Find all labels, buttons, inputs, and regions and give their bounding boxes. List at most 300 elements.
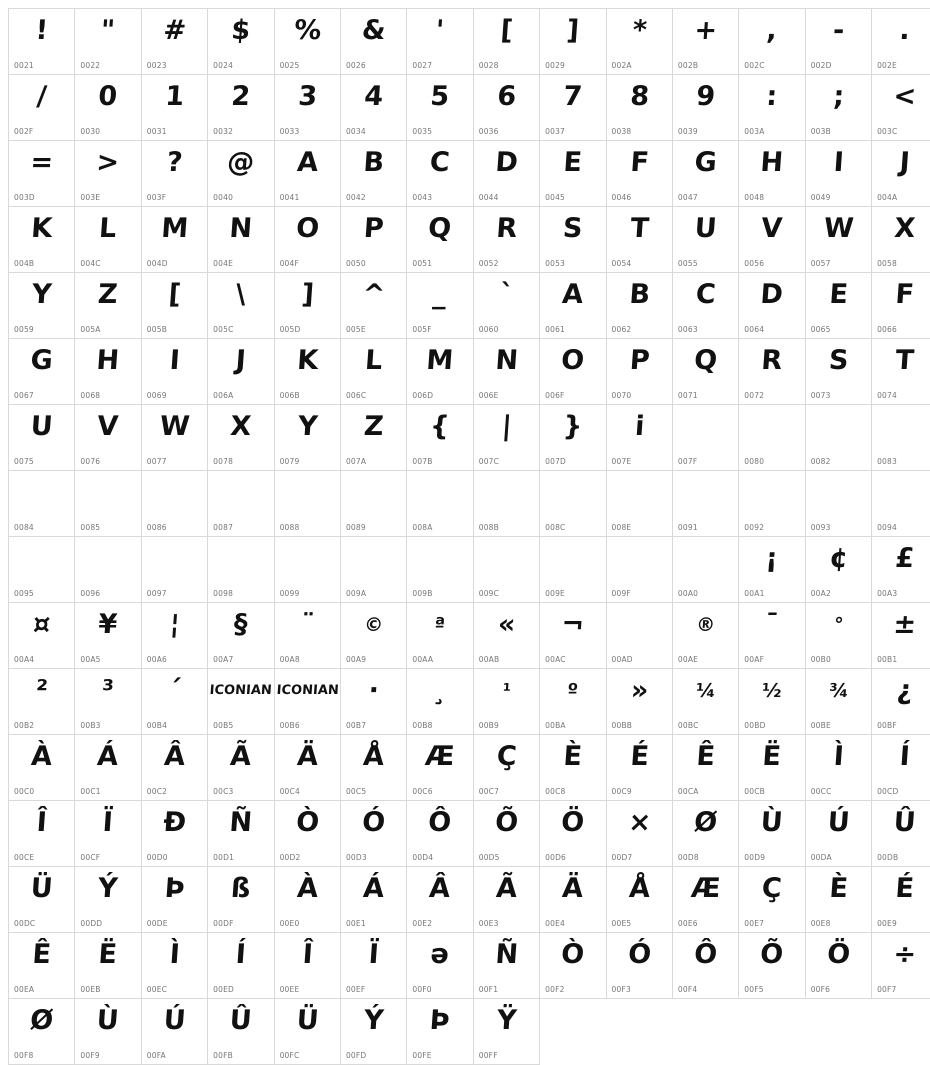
glyph-preview: [339, 537, 407, 581]
glyph-codepoint: 0079: [280, 457, 300, 466]
character-cell[interactable]: [340, 867, 406, 933]
character-cell[interactable]: [274, 339, 340, 405]
character-cell[interactable]: [473, 999, 539, 1065]
glyph-preview: [605, 471, 673, 515]
glyph-preview: ¸: [406, 669, 474, 713]
glyph-preview: £: [871, 537, 930, 581]
character-cell[interactable]: [805, 933, 871, 999]
character-cell[interactable]: [208, 867, 274, 933]
character-cell[interactable]: [872, 867, 930, 933]
character-cell[interactable]: [340, 471, 406, 537]
character-cell[interactable]: [340, 273, 406, 339]
character-cell[interactable]: [473, 735, 539, 801]
character-cell[interactable]: [141, 471, 207, 537]
character-cell[interactable]: [540, 471, 606, 537]
character-cell[interactable]: [75, 9, 141, 75]
character-cell[interactable]: [672, 75, 738, 141]
character-cell[interactable]: [208, 471, 274, 537]
character-cell[interactable]: [606, 405, 672, 471]
character-cell[interactable]: [9, 207, 75, 273]
glyph-codepoint: 00AD: [612, 655, 633, 664]
character-cell[interactable]: [739, 207, 805, 273]
glyph-codepoint: 005D: [280, 325, 301, 334]
glyph-preview: .: [871, 9, 930, 53]
character-cell[interactable]: [141, 999, 207, 1065]
character-cell[interactable]: [208, 273, 274, 339]
character-cell[interactable]: [9, 867, 75, 933]
character-cell[interactable]: [340, 603, 406, 669]
character-cell[interactable]: [606, 933, 672, 999]
character-cell[interactable]: [672, 207, 738, 273]
character-cell[interactable]: [75, 735, 141, 801]
character-cell[interactable]: [872, 75, 930, 141]
character-cell[interactable]: [274, 75, 340, 141]
character-cell[interactable]: [75, 273, 141, 339]
character-cell[interactable]: [606, 9, 672, 75]
glyph-preview: M: [406, 339, 474, 383]
character-cell[interactable]: [208, 75, 274, 141]
glyph-codepoint: 0024: [213, 61, 233, 70]
character-cell[interactable]: [805, 405, 871, 471]
character-cell[interactable]: [739, 801, 805, 867]
glyph-codepoint: 00E1: [346, 919, 366, 928]
glyph-codepoint: 0045: [545, 193, 565, 202]
character-cell[interactable]: [75, 141, 141, 207]
glyph-codepoint: 0029: [545, 61, 565, 70]
character-cell[interactable]: [274, 405, 340, 471]
character-cell[interactable]: [274, 669, 340, 735]
character-cell[interactable]: [672, 339, 738, 405]
glyph-preview: [74, 471, 142, 515]
character-cell[interactable]: [805, 207, 871, 273]
character-cell[interactable]: [540, 405, 606, 471]
character-cell[interactable]: [872, 9, 930, 75]
glyph-preview: Ü: [7, 867, 75, 911]
character-cell[interactable]: [739, 339, 805, 405]
character-cell[interactable]: [75, 933, 141, 999]
character-cell[interactable]: [540, 735, 606, 801]
glyph-preview: ¤: [7, 603, 75, 647]
character-cell[interactable]: [739, 669, 805, 735]
character-cell[interactable]: [407, 933, 473, 999]
character-cell[interactable]: [407, 471, 473, 537]
character-cell[interactable]: [75, 603, 141, 669]
character-cell[interactable]: [141, 273, 207, 339]
character-cell[interactable]: [141, 207, 207, 273]
character-cell[interactable]: [606, 273, 672, 339]
character-cell[interactable]: [407, 405, 473, 471]
character-cell[interactable]: [672, 471, 738, 537]
character-cell[interactable]: [340, 405, 406, 471]
character-cell[interactable]: [739, 471, 805, 537]
character-cell[interactable]: [473, 801, 539, 867]
character-map-row: [9, 735, 930, 801]
character-cell[interactable]: [672, 537, 738, 603]
character-cell[interactable]: [606, 339, 672, 405]
character-cell[interactable]: [473, 867, 539, 933]
character-cell[interactable]: [805, 273, 871, 339]
character-cell[interactable]: [872, 141, 930, 207]
character-cell[interactable]: [606, 537, 672, 603]
character-cell[interactable]: [473, 141, 539, 207]
character-cell[interactable]: [340, 9, 406, 75]
character-cell[interactable]: [805, 75, 871, 141]
character-cell[interactable]: [340, 735, 406, 801]
glyph-codepoint: 002D: [811, 61, 832, 70]
character-cell[interactable]: [473, 339, 539, 405]
character-cell[interactable]: [540, 339, 606, 405]
glyph-preview: ª: [406, 603, 474, 647]
glyph-preview: ': [406, 9, 474, 53]
character-cell[interactable]: [9, 9, 75, 75]
character-cell[interactable]: [75, 999, 141, 1065]
glyph-codepoint: 0084: [14, 523, 34, 532]
character-cell[interactable]: [872, 933, 930, 999]
glyph-codepoint: 007C: [479, 457, 499, 466]
character-cell[interactable]: [9, 75, 75, 141]
character-cell[interactable]: [606, 867, 672, 933]
character-cell[interactable]: [805, 339, 871, 405]
glyph-codepoint: 00B4: [147, 721, 167, 730]
character-cell[interactable]: [473, 207, 539, 273]
character-cell[interactable]: [407, 867, 473, 933]
character-cell[interactable]: [672, 273, 738, 339]
character-cell[interactable]: [274, 801, 340, 867]
character-cell[interactable]: [9, 801, 75, 867]
glyph-preview: `: [472, 273, 540, 317]
character-cell[interactable]: [739, 933, 805, 999]
character-cell[interactable]: [739, 537, 805, 603]
glyph-preview: Ô: [406, 801, 474, 845]
character-cell[interactable]: [606, 603, 672, 669]
character-cell[interactable]: [75, 339, 141, 405]
character-cell[interactable]: [75, 537, 141, 603]
character-cell[interactable]: [9, 933, 75, 999]
character-cell[interactable]: [208, 537, 274, 603]
character-cell[interactable]: [75, 207, 141, 273]
character-cell[interactable]: [606, 735, 672, 801]
character-cell[interactable]: [141, 669, 207, 735]
character-cell[interactable]: [540, 669, 606, 735]
character-cell[interactable]: [540, 801, 606, 867]
character-cell[interactable]: [141, 9, 207, 75]
character-cell[interactable]: [672, 933, 738, 999]
glyph-preview: Ê: [7, 933, 75, 977]
character-cell[interactable]: [141, 801, 207, 867]
character-cell[interactable]: [340, 537, 406, 603]
character-cell[interactable]: [739, 75, 805, 141]
character-cell[interactable]: [274, 471, 340, 537]
glyph-codepoint: 00E3: [479, 919, 499, 928]
glyph-codepoint: 002B: [678, 61, 698, 70]
character-cell[interactable]: [407, 207, 473, 273]
character-cell[interactable]: [473, 537, 539, 603]
character-map-row: [9, 867, 930, 933]
character-cell[interactable]: [9, 603, 75, 669]
character-cell[interactable]: [672, 867, 738, 933]
character-cell[interactable]: [274, 867, 340, 933]
character-cell[interactable]: [540, 207, 606, 273]
character-cell[interactable]: [9, 405, 75, 471]
character-cell[interactable]: [606, 141, 672, 207]
character-cell[interactable]: [407, 339, 473, 405]
glyph-codepoint: 0080: [744, 457, 764, 466]
character-cell[interactable]: [739, 867, 805, 933]
character-cell[interactable]: [473, 405, 539, 471]
glyph-preview: ¦: [140, 603, 208, 647]
character-cell[interactable]: [340, 207, 406, 273]
character-cell[interactable]: [75, 75, 141, 141]
character-cell[interactable]: [872, 273, 930, 339]
character-cell[interactable]: [274, 999, 340, 1065]
glyph-codepoint: 0072: [744, 391, 764, 400]
character-cell[interactable]: [672, 801, 738, 867]
glyph-codepoint: 00ED: [213, 985, 234, 994]
character-cell[interactable]: [606, 801, 672, 867]
character-cell[interactable]: [208, 933, 274, 999]
character-cell[interactable]: [407, 9, 473, 75]
character-cell[interactable]: [141, 339, 207, 405]
character-cell[interactable]: [9, 669, 75, 735]
character-cell[interactable]: [540, 867, 606, 933]
character-cell[interactable]: [407, 801, 473, 867]
character-cell[interactable]: [672, 735, 738, 801]
glyph-codepoint: 0092: [744, 523, 764, 532]
character-cell[interactable]: [407, 75, 473, 141]
glyph-codepoint: 00C4: [280, 787, 300, 796]
character-cell[interactable]: [473, 933, 539, 999]
character-cell[interactable]: [606, 669, 672, 735]
glyph-codepoint: 00DE: [147, 919, 168, 928]
glyph-preview: K: [273, 339, 341, 383]
character-cell[interactable]: [473, 603, 539, 669]
character-cell[interactable]: [872, 339, 930, 405]
character-cell[interactable]: [75, 801, 141, 867]
character-cell[interactable]: [672, 603, 738, 669]
character-cell[interactable]: [141, 603, 207, 669]
glyph-preview: Ã: [472, 867, 540, 911]
character-cell[interactable]: [9, 471, 75, 537]
character-cell[interactable]: [473, 9, 539, 75]
character-cell[interactable]: [739, 273, 805, 339]
character-cell[interactable]: [805, 537, 871, 603]
character-cell[interactable]: [75, 405, 141, 471]
character-cell[interactable]: [407, 273, 473, 339]
glyph-preview: 6: [472, 75, 540, 119]
glyph-codepoint: 00FB: [213, 1051, 233, 1060]
character-cell[interactable]: [9, 141, 75, 207]
character-cell[interactable]: [473, 471, 539, 537]
character-cell[interactable]: [9, 537, 75, 603]
character-cell[interactable]: [141, 141, 207, 207]
glyph-codepoint: 00FD: [346, 1051, 366, 1060]
character-cell[interactable]: [407, 603, 473, 669]
character-cell[interactable]: [672, 405, 738, 471]
glyph-preview: ³: [74, 669, 142, 713]
character-cell[interactable]: [208, 207, 274, 273]
glyph-codepoint: 00E4: [545, 919, 565, 928]
character-cell[interactable]: [141, 405, 207, 471]
character-cell[interactable]: [473, 669, 539, 735]
glyph-preview: ½: [738, 669, 806, 713]
character-cell[interactable]: [340, 999, 406, 1065]
character-cell[interactable]: [606, 75, 672, 141]
character-cell[interactable]: [872, 735, 930, 801]
character-cell[interactable]: [407, 537, 473, 603]
character-map-row: [9, 933, 930, 999]
character-cell[interactable]: [340, 801, 406, 867]
character-cell[interactable]: [141, 867, 207, 933]
glyph-preview: Ö: [539, 801, 607, 845]
character-cell[interactable]: [274, 537, 340, 603]
character-cell[interactable]: [208, 801, 274, 867]
character-cell[interactable]: [540, 141, 606, 207]
glyph-codepoint: 00E7: [744, 919, 764, 928]
character-cell[interactable]: [540, 75, 606, 141]
character-cell[interactable]: [805, 603, 871, 669]
character-cell[interactable]: [340, 141, 406, 207]
character-cell[interactable]: [208, 141, 274, 207]
glyph-preview: Ù: [738, 801, 806, 845]
character-cell[interactable]: [274, 9, 340, 75]
character-cell[interactable]: [606, 471, 672, 537]
character-cell[interactable]: [340, 339, 406, 405]
glyph-codepoint: 0053: [545, 259, 565, 268]
glyph-codepoint: 00F1: [479, 985, 498, 994]
character-cell[interactable]: [208, 999, 274, 1065]
character-cell[interactable]: [75, 471, 141, 537]
character-cell[interactable]: [274, 735, 340, 801]
glyph-codepoint: 00A5: [80, 655, 100, 664]
glyph-codepoint: 00C3: [213, 787, 233, 796]
glyph-preview: {: [406, 405, 474, 449]
character-cell[interactable]: [606, 207, 672, 273]
glyph-codepoint: 00CC: [811, 787, 832, 796]
character-cell[interactable]: [407, 999, 473, 1065]
character-cell[interactable]: [739, 9, 805, 75]
glyph-preview: ə: [406, 933, 474, 977]
glyph-codepoint: 003A: [744, 127, 764, 136]
character-cell[interactable]: [872, 537, 930, 603]
character-cell[interactable]: [407, 735, 473, 801]
character-cell[interactable]: [274, 273, 340, 339]
character-cell[interactable]: [739, 603, 805, 669]
character-cell[interactable]: [407, 669, 473, 735]
glyph-codepoint: 00A4: [14, 655, 34, 664]
character-cell[interactable]: [672, 669, 738, 735]
character-cell[interactable]: [208, 735, 274, 801]
character-cell[interactable]: [208, 339, 274, 405]
character-cell[interactable]: [208, 9, 274, 75]
character-cell[interactable]: [473, 75, 539, 141]
character-cell[interactable]: [805, 669, 871, 735]
character-cell[interactable]: [141, 537, 207, 603]
character-cell[interactable]: [540, 537, 606, 603]
character-cell[interactable]: [805, 141, 871, 207]
character-cell[interactable]: [540, 603, 606, 669]
character-cell[interactable]: [75, 867, 141, 933]
character-cell[interactable]: [739, 405, 805, 471]
glyph-preview: [738, 471, 806, 515]
character-cell[interactable]: [141, 933, 207, 999]
glyph-codepoint: 0086: [147, 523, 167, 532]
glyph-preview: Ç: [472, 735, 540, 779]
character-cell[interactable]: [9, 999, 75, 1065]
glyph-codepoint: 00BB: [612, 721, 633, 730]
character-cell[interactable]: [274, 141, 340, 207]
character-cell[interactable]: [739, 141, 805, 207]
character-cell[interactable]: [672, 141, 738, 207]
glyph-preview: N: [472, 339, 540, 383]
glyph-preview: Ö: [804, 933, 872, 977]
character-cell[interactable]: [473, 273, 539, 339]
character-cell[interactable]: [274, 603, 340, 669]
character-cell[interactable]: [340, 933, 406, 999]
character-cell[interactable]: [805, 471, 871, 537]
character-cell[interactable]: [274, 207, 340, 273]
glyph-preview: 0: [74, 75, 142, 119]
character-cell[interactable]: [208, 603, 274, 669]
character-cell[interactable]: [340, 669, 406, 735]
character-cell[interactable]: [9, 735, 75, 801]
glyph-preview: !: [7, 9, 75, 53]
character-cell[interactable]: [805, 735, 871, 801]
character-cell[interactable]: [872, 603, 930, 669]
empty-cell: [805, 999, 871, 1065]
character-cell[interactable]: [872, 801, 930, 867]
character-cell[interactable]: [9, 339, 75, 405]
glyph-codepoint: 00A0: [678, 589, 698, 598]
glyph-codepoint: 0026: [346, 61, 366, 70]
glyph-preview: [539, 471, 607, 515]
character-cell[interactable]: [540, 933, 606, 999]
character-cell[interactable]: [274, 933, 340, 999]
glyph-preview: [207, 537, 275, 581]
character-cell[interactable]: [805, 9, 871, 75]
glyph-codepoint: 00A7: [213, 655, 233, 664]
glyph-preview: G: [7, 339, 75, 383]
glyph-codepoint: 0043: [412, 193, 432, 202]
character-cell[interactable]: [208, 405, 274, 471]
character-cell[interactable]: [141, 735, 207, 801]
character-cell[interactable]: [540, 273, 606, 339]
character-cell[interactable]: [805, 801, 871, 867]
character-cell[interactable]: [805, 867, 871, 933]
character-cell[interactable]: [739, 735, 805, 801]
glyph-codepoint: 00FA: [147, 1051, 166, 1060]
glyph-preview: i: [605, 405, 673, 449]
character-cell[interactable]: [340, 75, 406, 141]
character-cell[interactable]: [540, 9, 606, 75]
character-cell[interactable]: [872, 207, 930, 273]
character-cell[interactable]: [407, 141, 473, 207]
character-cell[interactable]: [75, 669, 141, 735]
glyph-codepoint: 00DD: [80, 919, 102, 928]
character-cell[interactable]: [872, 669, 930, 735]
glyph-preview: G: [671, 141, 739, 185]
character-cell[interactable]: [9, 273, 75, 339]
glyph-codepoint: 00CF: [80, 853, 100, 862]
character-cell[interactable]: [208, 669, 274, 735]
character-cell[interactable]: [672, 9, 738, 75]
character-cell[interactable]: [141, 75, 207, 141]
character-cell[interactable]: [872, 405, 930, 471]
character-cell[interactable]: [872, 471, 930, 537]
glyph-preview: C: [671, 273, 739, 317]
glyph-preview: X: [871, 207, 930, 251]
glyph-codepoint: 0038: [612, 127, 632, 136]
glyph-preview: [7, 471, 75, 515]
